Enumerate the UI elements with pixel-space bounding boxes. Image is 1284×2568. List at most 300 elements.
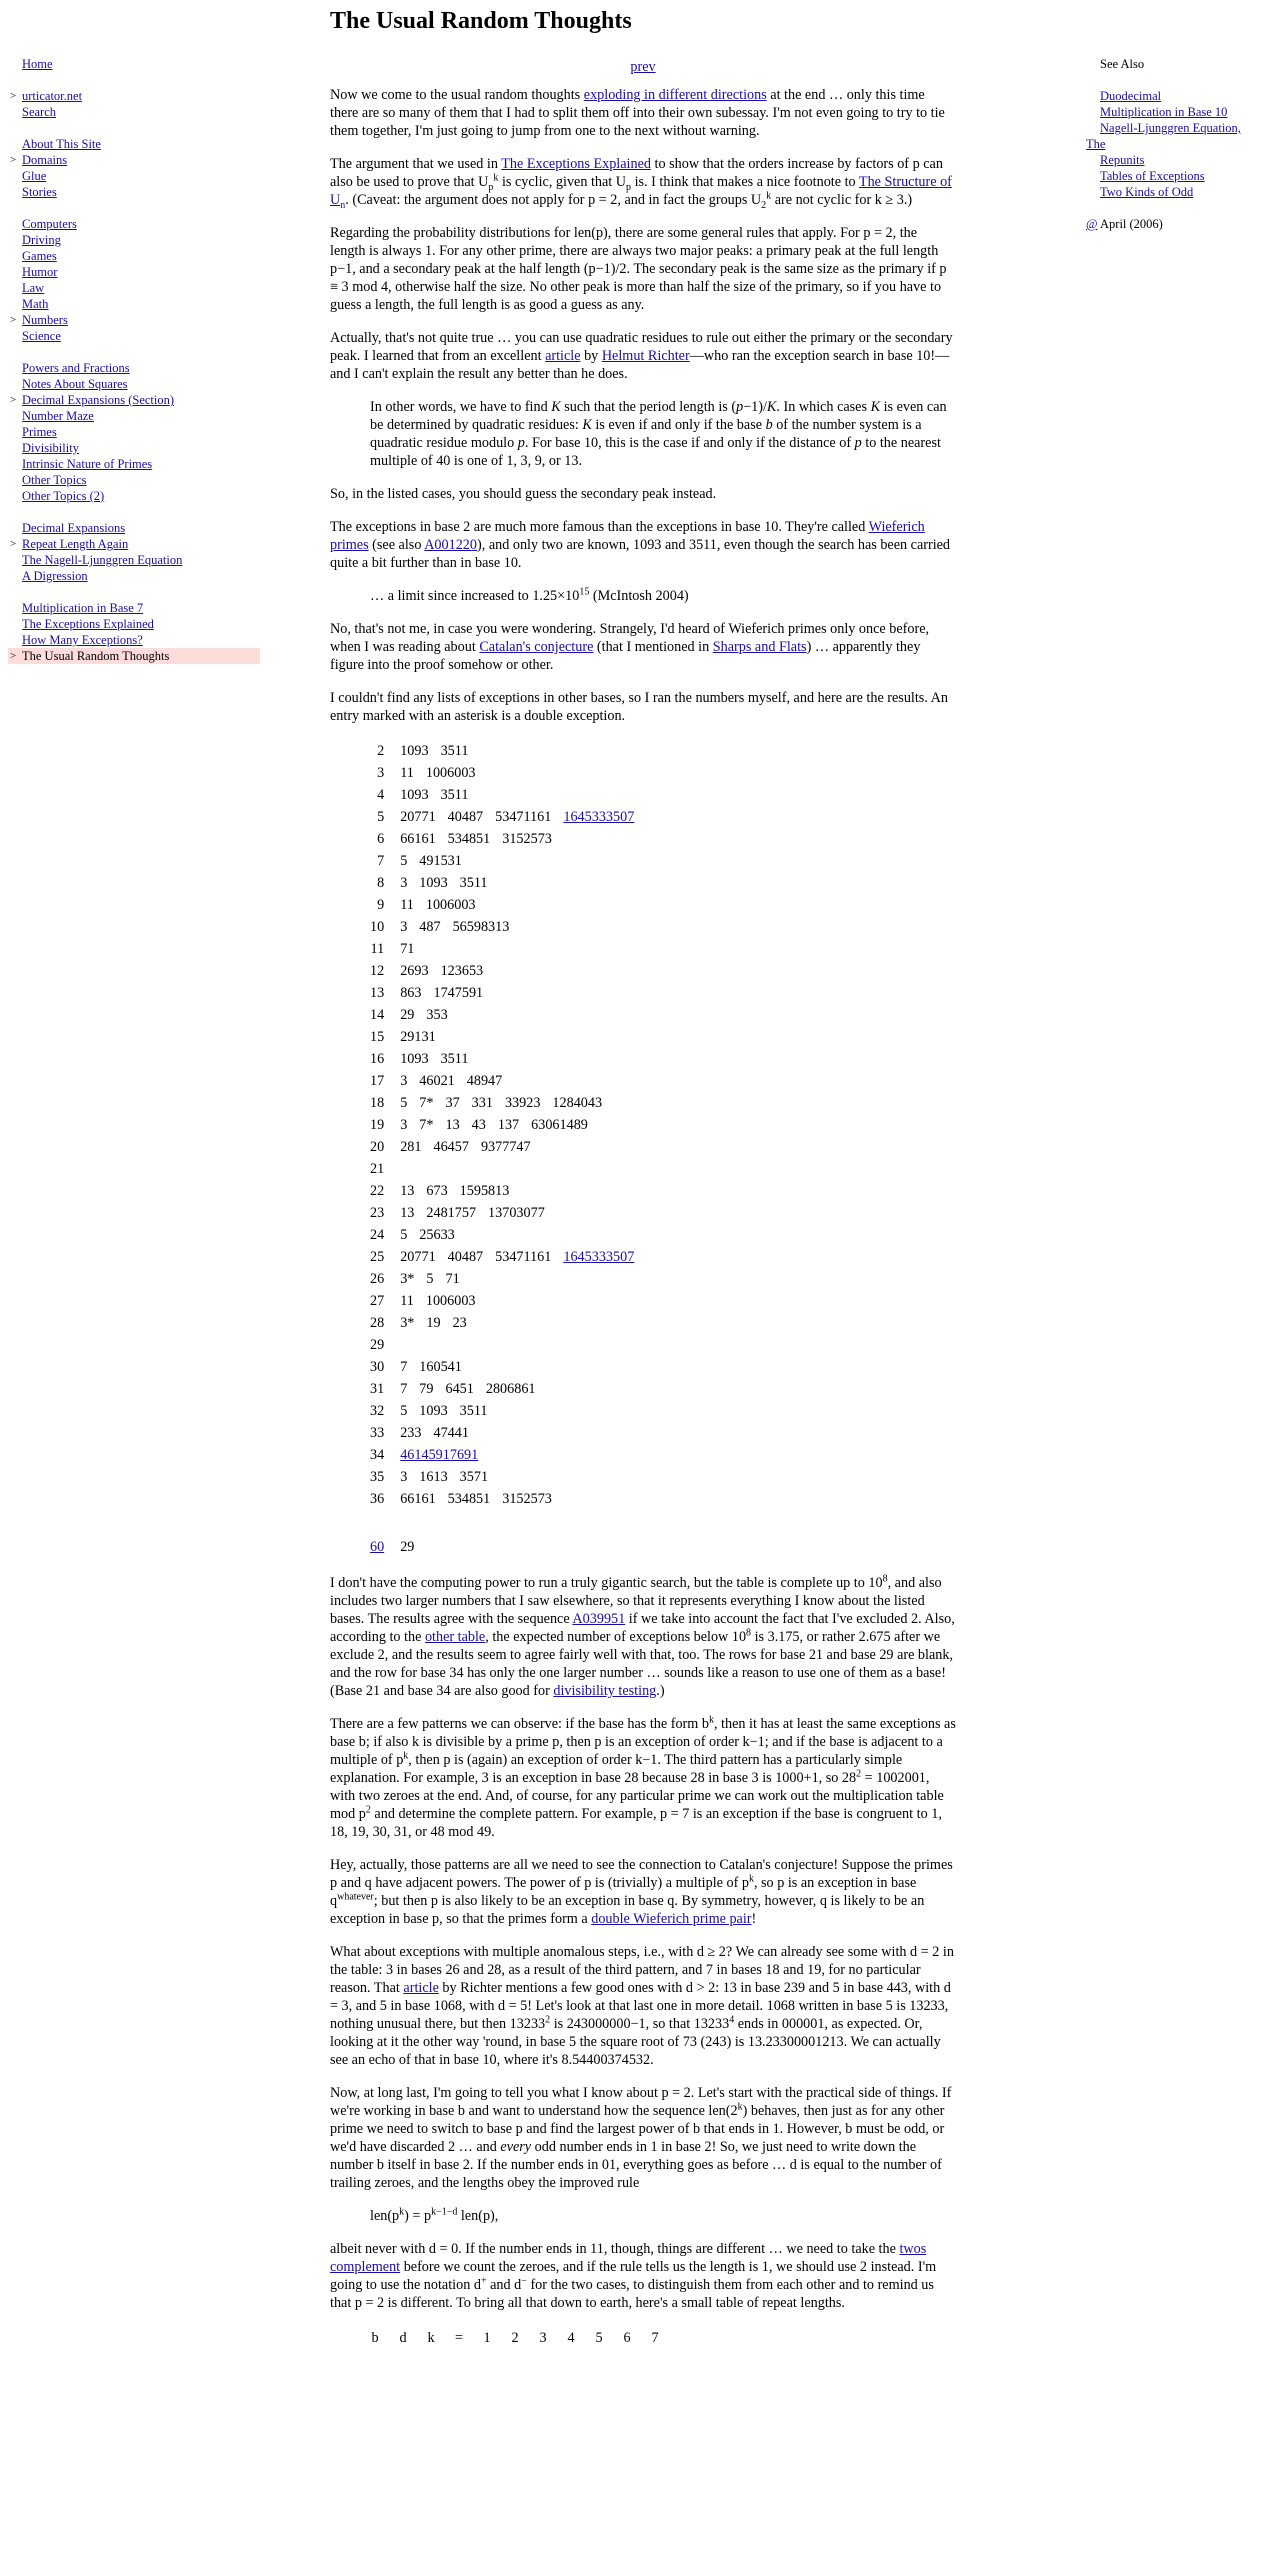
link-other-table[interactable]: other table [424,1629,486,1645]
nav-item[interactable] [8,264,260,280]
base-cell: 4 [377,787,385,803]
nav-item-label[interactable]: Decimal Expansions [22,521,126,535]
paragraph-11: Hey, actually, those patterns are all we need to see the connection to Catalan's conjecture! Suppose the primes p and q have adjacent powers. The power of p is (trivially) a multiple of $p^k$, so p is an exception in base $q^{whatever}$; but then p is also likely to be an exception in base q. By symmetry, however, q is likely to be an exception in base p, so that the primes form a double Wieferich prime pair! [330,1857,953,1927]
table-row [364,762,640,784]
table-row [364,1444,640,1466]
nav-item[interactable] [8,280,260,296]
link-exceptions-explained[interactable]: The Exceptions Explained [501,156,651,172]
exception-value: 66161 [400,831,436,847]
base-cell: 27 [370,1293,385,1309]
nav-item[interactable] [8,376,260,392]
table-row [364,916,640,938]
exceptions-cell [394,1048,640,1070]
nav-expand-marker: > [10,394,17,406]
exception-value: 1006003 [425,765,476,781]
base-cell: 7 [377,853,385,869]
exception-value: 11 [400,765,414,781]
nav-item-label[interactable]: About This Site [22,137,101,151]
exception-value: 353 [426,1007,448,1023]
base-cell: 2 [377,743,385,759]
paragraph-13: Now, at long last, I'm going to tell you what I know about p = 2. Let's start with the practical side of things. If we're working in base b and want to understand how the sequence len(2$^k$) behaves, then just as for any other prime we need to switch to base p and find the largest power of b that ends in 1. However, b must be odd, or we'd have discarded 2 … and every odd number ends in 1 in base 2! So, we just need to write down the number b itself in base 2. If the number ends in 01, everything goes as before … d is equal to the number of trailing zeroes, and the lengths obey the improved rule [330,2085,952,2191]
nav-item[interactable] [8,552,260,568]
base-cell: 14 [370,1007,385,1023]
table-row [364,784,640,806]
exception-value: 3* [400,1271,415,1287]
exception-value: 11 [400,1293,414,1309]
exception-value: 491531 [419,853,462,869]
nav-expand-marker: > [10,314,17,326]
exception-value: 1093 [400,787,429,803]
exception-value: 13703077 [488,1205,545,1221]
table-row [364,1488,640,1510]
nav-item-label[interactable]: Domains [22,153,68,167]
exception-value: 9377747 [480,1139,531,1155]
exceptions-cell [394,762,640,784]
nav-item[interactable] [8,392,260,408]
nav-item[interactable] [8,248,260,264]
base-cell: 36 [370,1491,385,1507]
exception-value: 11 [400,897,414,913]
exception-value: 6451 [445,1381,474,1397]
nav-expand-marker: > [10,90,17,102]
nav-item[interactable] [8,312,260,328]
exception-value: 1093 [419,875,448,891]
exception-value: 20771 [400,809,436,825]
exception-value: 5 [400,853,408,869]
table-row [364,1290,640,1312]
nav-item[interactable] [8,424,260,440]
repeat-lengths-header-cell: 1 [483,2330,491,2346]
exceptions-cell: 29 [400,1539,415,1555]
base-cell: 6 [377,831,385,847]
link-twos-complement[interactable]: twos complement [330,2241,927,2275]
nav-item-label[interactable]: The Exceptions Explained [22,617,154,631]
link-divisibility-testing[interactable]: divisibility testing [553,1683,657,1699]
exception-value: 3511 [440,1051,469,1067]
nav-item[interactable] [8,616,260,632]
exception-value: 71 [445,1271,460,1287]
exception-value: 2806861 [485,1381,536,1397]
exception-link[interactable]: 46145917691 [400,1447,479,1463]
nav-item-label[interactable]: Notes About Squares [22,377,128,391]
exceptions-cell [394,740,640,762]
exceptions-cell [394,806,640,828]
exception-value: 281 [400,1139,422,1155]
paragraph-7: No, that's not me, in case you were wondering. Strangely, I'd heard of Wieferich primes only once before, when I was reading about Catalan's conjecture (that I mentioned in Sharps and Flats) … apparently they figure into the proof somehow or other. [330,621,930,673]
exception-value: 5 [400,1095,408,1111]
exception-value: 19 [426,1315,441,1331]
nav-item-label[interactable]: Glue [22,169,47,183]
exception-value: 13 [400,1205,415,1221]
exceptions-cell [394,1004,640,1026]
exception-value: 5 [426,1271,434,1287]
base-cell: 24 [370,1227,385,1243]
nav-item[interactable] [8,88,260,104]
nav-item[interactable] [8,360,260,376]
nav-item[interactable] [8,328,260,344]
see-also-link-tables-of-exceptions[interactable]: Tables of Exceptions [1100,169,1205,183]
paragraph-8: I couldn't find any lists of exceptions in other bases, so I ran the numbers myself, and here are the results. An entry marked with an asterisk is a double exception. [330,690,948,724]
exceptions-cell [394,1312,640,1334]
link-a001220[interactable]: A001220 [424,537,477,553]
blockquote-richter: In other words, we have to find K such that the period length is (p−1)/K. In which cases K is even can be determined by quadratic residues: K is even if and only if the base b of the number system is a quadratic residue modulo p. For base 10, this is the case if and only if the distance of p to the nearest multiple of 40 is one of 1, 3, 9, or 13. [370,399,947,469]
table-row [364,1334,640,1356]
nav-item-label[interactable]: Decimal Expansions (Section) [22,393,175,407]
nav-item[interactable] [8,472,260,488]
exception-value: 7 [400,1359,408,1375]
nav-item[interactable] [8,152,260,168]
nav-item-label[interactable]: Law [22,281,45,295]
link-article[interactable]: article [545,348,581,364]
exceptions-cell [394,1488,640,1510]
base-cell: 33 [370,1425,385,1441]
exceptions-cell [394,916,640,938]
date-permalink[interactable]: @ [1086,217,1098,231]
exception-value: 7 [400,1381,408,1397]
base-cell: 3 [377,765,385,781]
nav-item[interactable] [8,184,260,200]
exception-value: 137 [497,1117,520,1133]
see-also-link-nagell-ljunggren-cont[interactable]: The [1086,137,1106,151]
date-line [1086,216,1282,232]
base-cell: 22 [370,1183,385,1199]
base-cell: 18 [370,1095,385,1111]
nav-item-label[interactable]: Number Maze [22,409,94,423]
see-also-link-duodecimal[interactable]: Duodecimal [1100,89,1162,103]
nav-item-label[interactable]: Humor [22,265,58,279]
prev-link[interactable]: prev [630,59,656,75]
exception-value: 1093 [400,743,429,759]
base-60-link[interactable]: 60 [370,1539,385,1555]
exception-value: 123653 [440,963,484,979]
nav-item [8,648,260,664]
exception-value: 48947 [466,1073,503,1089]
link-exploding[interactable]: exploding in different directions [583,87,767,103]
nav-item-label[interactable]: How Many Exceptions? [22,633,143,647]
exceptions-cell [394,1026,640,1048]
exception-value: 863 [400,985,422,1001]
nav-expand-marker: > [10,154,17,166]
paragraph-1: Now we come to the usual random thoughts exploding in different directions at the end … only this time there are so many of them that I had to split them off into their own subessay. I'm not even going to try to tie them together, I'm just going to jump from one to the next without warning. [330,87,945,139]
see-also-link-two-kinds-of-odd[interactable]: Two Kinds of Odd [1100,185,1194,199]
exception-value: 3511 [440,787,469,803]
nav-item[interactable] [8,600,260,616]
table-row [364,1536,640,1558]
exception-value: 487 [419,919,441,935]
nav-item[interactable] [8,568,260,584]
base-cell: 13 [370,985,385,1001]
repeat-lengths-header-cell: 5 [595,2330,603,2346]
exceptions-cell [394,1246,640,1268]
base-cell: 8 [377,875,385,891]
base-cell: 9 [377,897,385,913]
table-row [364,1136,640,1158]
repeat-lengths-header-cell: d [399,2330,407,2346]
base-cell: 20 [370,1139,385,1155]
repeat-lengths-header-cell: 6 [623,2330,631,2346]
table-row [364,1378,640,1400]
repeat-lengths-header-cell: 4 [567,2330,575,2346]
nav-item-label[interactable]: Multiplication in Base 7 [22,601,144,615]
link-article-2[interactable]: article [403,1980,439,1996]
exception-value: 29 [400,1007,415,1023]
exception-value: 56598313 [452,919,510,935]
nav-item-label[interactable]: Powers and Fractions [22,361,130,375]
exception-value: 13 [400,1183,415,1199]
paragraph-5: So, in the listed cases, you should guess the secondary peak instead. [330,486,717,502]
base-cell: 28 [370,1315,385,1331]
link-double-wieferich[interactable]: double Wieferich prime pair [591,1911,752,1927]
link-sharps-and-flats[interactable]: Sharps and Flats [712,639,807,655]
exception-value: 25633 [419,1227,455,1243]
table-row [364,1356,640,1378]
table-row [364,850,640,872]
nav-item-label: The Usual Random Thoughts [22,649,170,663]
nav-item-label[interactable]: Divisibility [22,441,79,455]
link-wieferich-primes[interactable]: Wieferich primes [330,519,925,553]
repeat-lengths-table [364,2327,672,2349]
see-also-link-repunits[interactable]: Repunits [1100,153,1145,167]
exception-value: 47441 [433,1425,469,1441]
table-row [364,806,640,828]
exception-value: 331 [471,1095,493,1111]
nav-item-label[interactable]: Search [22,105,57,119]
paragraph-9: I don't have the computing power to run a truly gigantic search, but the table is complete up to $10^8$, and also includes two larger numbers that I saw elsewhere, so that it represents everything I know about the listed bases. The results agree with the sequence A039951 if we take into account the fact that I've excluded 2. Also, according to the other table, the expected number of exceptions below $10^8$ is 3.175, or rather 2.675 after we exclude 2, and the results seem to agree fairly well with that, too. The rows for base 21 and base 29 are blank, and the row for base 34 has only the one larger number … sounds like a reason to use one of them as a base! (Base 21 and base 34 are also good for divisibility testing.) [330,1573,955,1699]
see-also-panel [1086,56,1282,232]
exception-value: 1613 [419,1469,448,1485]
see-also-link-multiplication-base-10[interactable]: Multiplication in Base 10 [1100,105,1228,119]
exception-value: 5 [400,1403,408,1419]
table-row [364,894,640,916]
date-text: April (2006) [1100,217,1163,231]
nav-item[interactable] [8,232,260,248]
exception-value: 1284043 [552,1095,603,1111]
exceptions-cell [394,982,640,1004]
nav-item[interactable] [8,456,260,472]
blockquote-limit: … a limit since increased to $1.25\times 10^{15}$ (McIntosh 2004) [370,586,689,604]
link-helmut-richter[interactable]: Helmut Richter [601,348,690,364]
exception-value: 46021 [419,1073,455,1089]
base-cell: 17 [370,1073,385,1089]
base-cell: 26 [370,1271,385,1287]
repeat-lengths-header-cell: 2 [511,2330,519,2346]
exceptions-cell [394,1290,640,1312]
page-title: The Usual Random Thoughts [330,8,632,34]
exception-value: 7* [419,1117,434,1133]
base-cell: 11 [370,941,385,957]
nav-item[interactable] [8,488,260,504]
exception-value: 63061489 [531,1117,588,1133]
nav-item[interactable] [8,136,260,152]
base-cell: 21 [370,1161,385,1177]
table-row [364,1048,640,1070]
base-cell: 5 [377,809,385,825]
exceptions-cell [394,1202,640,1224]
nav-item-label[interactable]: urticator.net [22,89,83,103]
left-navigation [8,56,260,664]
nav-item-label[interactable]: Driving [22,233,61,247]
base-cell: 10 [370,919,385,935]
nav-item[interactable] [8,408,260,424]
exceptions-cell [394,1466,640,1488]
exceptions-cell [394,1180,640,1202]
exceptions-cell [394,938,640,960]
exception-value: 40487 [447,809,484,825]
table-row [364,828,640,850]
table-row [364,1180,640,1202]
exception-value: 1595813 [459,1183,510,1199]
exception-link[interactable]: 1645333507 [563,809,635,825]
exception-value: 1093 [400,1051,429,1067]
exceptions-cell [394,1334,640,1356]
nav-item[interactable] [8,296,260,312]
repeat-lengths-header-cell: b [371,2330,379,2346]
nav-item[interactable] [8,632,260,648]
base-cell: 12 [370,963,385,979]
exception-value: 5 [400,1227,408,1243]
exceptions-cell [394,1422,640,1444]
nav-item-label[interactable]: Computers [22,217,77,231]
exceptions-cell [394,1268,640,1290]
exception-value: 3511 [440,743,469,759]
table-row [364,1202,640,1224]
exception-value: 3* [400,1315,415,1331]
exceptions-cell [394,1400,640,1422]
nav-item[interactable] [8,168,260,184]
exceptions-cell [394,1092,640,1114]
base-cell: 35 [370,1469,385,1485]
nav-item-label[interactable]: Repeat Length Again [22,537,129,551]
exception-value: 1006003 [425,1293,476,1309]
table-row [364,1400,640,1422]
nav-item-label[interactable]: The Nagell-Ljunggren Equation [22,553,183,567]
exception-value: 40487 [447,1249,484,1265]
paragraph-3: Regarding the probability distributions for len(p), there are some general rules that apply. For p = 2, the length is always 1. For any other prime, there are always two major peaks: a primary peak at the full length p−1, and a secondary peak at the half length (p−1)/2. The secondary peak is the same size as the primary if p ≡ 3 mod 4, otherwise half the size. No other peak is more than half the size of the primary, so if you have to guess a length, the full length is as good a guess as any. [330,225,947,313]
exception-value: 3152573 [502,831,552,847]
exception-value: 53471161 [495,1249,552,1265]
nav-item-label[interactable]: Stories [22,185,57,199]
exception-value: 233 [400,1425,422,1441]
nav-expand-marker: > [10,650,17,662]
exceptions-cell [394,1378,640,1400]
exception-value: 673 [426,1183,448,1199]
exception-value: 2693 [400,963,429,979]
table-row [364,1092,640,1114]
base-cell: 19 [370,1117,385,1133]
nav-item-label[interactable]: Numbers [22,313,68,327]
table-row [364,872,640,894]
base-cell: 23 [370,1205,385,1221]
exception-value: 71 [400,941,415,957]
exception-link[interactable]: 1645333507 [563,1249,635,1265]
nav-item[interactable] [8,104,260,120]
table-row [364,1026,640,1048]
table-row [364,1070,640,1092]
paragraph-10: There are a few patterns we can observe: if the base has the form $b^k$, then it has at least the same exceptions as base b; if also k is divisible by a prime p, then p is an exception of order k−1; and if the base is adjacent to a multiple of $p^k$, then p is (again) an exception of order k−1. The third pattern has a particularly simple explanation. For example, 3 is an exception in base 28 because 28 in base 3 is 1000+1, so $28^2 = 1002001$, with two zeroes at the end. And, of course, for any particular prime we can work out the multiplication table mod $p^2$ and determine the complete pattern. For example, p = 7 is an exception if the base is congruent to 1, 18, 19, 30, 31, or 48 mod 49. [330,1714,956,1840]
table-row [364,1422,640,1444]
formula-len: $len(p^k) = p^{k-1-d}$ len(p), [370,2206,499,2224]
exception-value: 1747591 [433,985,484,1001]
exception-value: 33923 [504,1095,541,1111]
exception-value: 13 [445,1117,460,1133]
table-row [364,1004,640,1026]
nav-item-label[interactable]: Primes [22,425,57,439]
repeat-lengths-header-cell: 3 [539,2330,547,2346]
exception-value: 3511 [459,875,488,891]
exceptions-cell [394,784,640,806]
exception-value: 3 [400,1073,408,1089]
nav-item-label[interactable]: Games [22,249,57,263]
table-row [364,938,640,960]
table-row [364,1158,640,1180]
exceptions-cell [394,1158,640,1180]
see-also-link-nagell-ljunggren[interactable]: Nagell-Ljunggren Equation, [1100,121,1241,135]
nav-item[interactable] [8,440,260,456]
exception-value: 43 [471,1117,486,1133]
exceptions-cell [394,894,640,916]
exceptions-cell [394,872,640,894]
repeat-lengths-header-cell: 7 [651,2330,659,2346]
exceptions-cell [394,1114,640,1136]
nav-item[interactable] [8,216,260,232]
exception-value: 7* [419,1095,434,1111]
exception-value: 66161 [400,1491,436,1507]
nav-item[interactable] [8,536,260,552]
exception-value: 20771 [400,1249,436,1265]
base-cell: 34 [370,1447,385,1463]
link-structure-of-un[interactable]: The Structure of $U_n$ [330,174,952,211]
exceptions-cell [394,828,640,850]
exceptions-cell [394,850,640,872]
nav-item-label[interactable]: Home [22,57,53,71]
exception-value: 3 [400,1117,408,1133]
paragraph-2: The argument that we used in The Exceptions Explained to show that the orders increase by factors of p can also be used to prove that $U_p^k$ is cyclic, given that $U_p$ is. I think that makes a nice footnote to The Structure of $U_n$. (Caveat: the argument does not apply for p = 2, and in fact the groups $U_2^k$ are not cyclic for k ≥ 3.) [330,156,952,211]
exceptions-cell [394,1444,640,1466]
nav-item-label[interactable]: Intrinsic Nature of Primes [22,457,153,471]
nav-item-label[interactable]: Other Topics (2) [22,489,105,503]
exception-value: 534851 [447,831,491,847]
exception-value: 1093 [419,1403,448,1419]
table-row [364,1224,640,1246]
repeat-lengths-header-cell: = [454,2330,463,2346]
nav-item-label[interactable]: Science [22,329,61,343]
nav-item-label[interactable]: A Digression [22,569,88,583]
table-row [364,960,640,982]
exception-value: 3 [400,1469,408,1485]
nav-item-label[interactable]: Other Topics [22,473,87,487]
exception-value: 1006003 [425,897,476,913]
link-catalans-conjecture[interactable]: Catalan's conjecture [479,639,594,655]
exceptions-cell [394,960,640,982]
main-content [330,58,956,2349]
exception-value: 79 [419,1381,434,1397]
table-row [364,740,640,762]
exception-value: 2481757 [426,1205,477,1221]
nav-item[interactable] [8,56,260,72]
exception-value: 46457 [433,1139,469,1155]
nav-item-label[interactable]: Math [22,297,49,311]
exception-value: 3 [400,875,408,891]
nav-item[interactable] [8,520,260,536]
paragraph-6: The exceptions in base 2 are much more famous than the exceptions in base 10. They're called Wieferich primes (see also A001220), and only two are known, 1093 and 3511, even though the search has been carried quite a bit further than in base 10. [330,519,951,571]
repeat-lengths-header-cell: k [427,2330,435,2346]
table-row [364,1114,640,1136]
exception-value: 3152573 [502,1491,552,1507]
exceptions-cell [394,1356,640,1378]
exception-value: 160541 [419,1359,462,1375]
link-a039951[interactable]: A039951 [572,1611,626,1627]
base-cell: 32 [370,1403,385,1419]
